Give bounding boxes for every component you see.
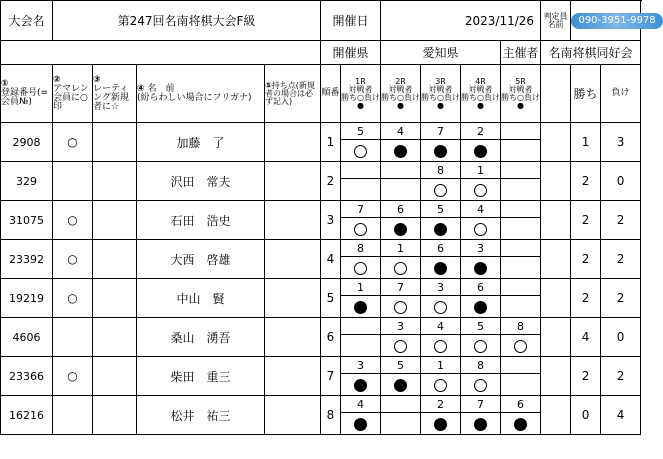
- round4-opponent-cell[interactable]: 2: [461, 123, 501, 140]
- reg-number-cell[interactable]: 4606: [1, 318, 53, 357]
- win-mark-icon: [514, 340, 527, 353]
- rating-new-cell[interactable]: [93, 240, 137, 279]
- round2-opponent-cell[interactable]: 7: [381, 279, 421, 296]
- round3-opponent-cell[interactable]: 8: [421, 162, 461, 179]
- losses-cell[interactable]: 2: [601, 201, 641, 240]
- loss-mark-icon: [434, 262, 447, 275]
- col-blank-header: [541, 65, 571, 123]
- round3-opponent-cell[interactable]: 6: [421, 240, 461, 257]
- col-reg-label: 登録番号(=会員№): [1, 88, 49, 107]
- col-reg-header: [1, 65, 53, 123]
- round2-opponent-cell[interactable]: 6: [381, 201, 421, 218]
- organizer-cell[interactable]: 名南将棋同好会: [541, 41, 641, 65]
- col-amaren-header: [53, 65, 93, 123]
- round2-result-cell[interactable]: [381, 413, 421, 435]
- round1-opponent-cell[interactable]: 3: [341, 357, 381, 374]
- amaren-cell[interactable]: [53, 396, 93, 435]
- amaren-cell[interactable]: ○: [53, 123, 93, 162]
- round1-opponent-cell[interactable]: 8: [341, 240, 381, 257]
- player-row: [1, 240, 641, 257]
- win-mark-icon: [434, 340, 447, 353]
- reg-number-cell[interactable]: 2908: [1, 123, 53, 162]
- contact-cell[interactable]: [571, 1, 656, 41]
- player-name-cell[interactable]: 加藤 了: [137, 123, 265, 162]
- spacer-cell: [541, 318, 571, 357]
- round5-result-cell[interactable]: [501, 140, 541, 162]
- col-round3-header: [421, 65, 461, 123]
- col-rating-num: ③: [93, 74, 101, 85]
- round4-opponent-cell[interactable]: 3: [461, 240, 501, 257]
- round-opponent-label: 対戦者: [348, 84, 373, 94]
- losses-cell[interactable]: 2: [601, 279, 641, 318]
- reg-number-cell[interactable]: 19219: [1, 279, 53, 318]
- date-label: 開催日: [321, 1, 381, 41]
- win-mark-icon: [474, 184, 487, 197]
- player-name-cell[interactable]: 大西 啓雄: [137, 240, 265, 279]
- win-mark-icon: [354, 223, 367, 236]
- col-round4-header: [461, 65, 501, 123]
- points-cell[interactable]: [265, 240, 321, 279]
- round-result-label: 勝ち○負け●: [341, 92, 380, 110]
- round2-opponent-cell[interactable]: [381, 162, 421, 179]
- loss-mark-icon: [394, 145, 407, 158]
- amaren-cell[interactable]: [53, 162, 93, 201]
- points-cell[interactable]: [265, 123, 321, 162]
- loss-mark-icon: [354, 418, 367, 431]
- round2-result-cell[interactable]: [381, 335, 421, 357]
- player-row: [1, 279, 641, 296]
- col-rating-label: レーティング新規者に☆: [93, 83, 129, 112]
- player-row: [1, 123, 641, 140]
- round4-opponent-cell[interactable]: 8: [461, 357, 501, 374]
- round4-result-cell[interactable]: [461, 296, 501, 318]
- win-mark-icon: [474, 340, 487, 353]
- round5-result-cell[interactable]: [501, 179, 541, 201]
- spacer-cell: [541, 279, 571, 318]
- losses-cell[interactable]: 0: [601, 318, 641, 357]
- round1-result-cell[interactable]: [341, 335, 381, 357]
- order-cell: 8: [321, 396, 341, 435]
- rating-new-cell[interactable]: [93, 123, 137, 162]
- round-label: 4R: [475, 76, 486, 86]
- round2-result-cell[interactable]: [381, 374, 421, 396]
- round4-opponent-cell[interactable]: 6: [461, 279, 501, 296]
- round1-opponent-cell[interactable]: [341, 318, 381, 335]
- tournament-name-cell[interactable]: 第247回名南将棋大会F級: [53, 1, 321, 41]
- losses-cell[interactable]: 3: [601, 123, 641, 162]
- losses-cell[interactable]: 4: [601, 396, 641, 435]
- amaren-cell[interactable]: ○: [53, 279, 93, 318]
- round2-opponent-cell[interactable]: 5: [381, 357, 421, 374]
- spacer-cell: [541, 162, 571, 201]
- round3-result-cell[interactable]: [421, 257, 461, 279]
- win-mark-icon: [474, 379, 487, 392]
- round-result-label: 勝ち○負け●: [461, 92, 500, 110]
- round3-opponent-cell[interactable]: 4: [421, 318, 461, 335]
- round5-result-cell[interactable]: [501, 413, 541, 435]
- reg-number-cell[interactable]: 329: [1, 162, 53, 201]
- reg-number-cell[interactable]: 23392: [1, 240, 53, 279]
- round5-opponent-cell[interactable]: [501, 201, 541, 218]
- round1-result-cell[interactable]: [341, 218, 381, 240]
- reg-number-cell[interactable]: 31075: [1, 201, 53, 240]
- player-name-cell[interactable]: 中山 賢: [137, 279, 265, 318]
- round-result-label: 勝ち○負け●: [421, 92, 460, 110]
- round5-opponent-cell[interactable]: [501, 279, 541, 296]
- amaren-cell[interactable]: [53, 318, 93, 357]
- wins-cell[interactable]: 4: [571, 318, 601, 357]
- order-cell: 7: [321, 357, 341, 396]
- col-points-num: ⑤: [265, 80, 272, 90]
- losses-cell[interactable]: 0: [601, 162, 641, 201]
- round4-opponent-cell[interactable]: 1: [461, 162, 501, 179]
- col-points-header: [265, 65, 321, 123]
- round3-opponent-cell[interactable]: 7: [421, 123, 461, 140]
- wins-cell[interactable]: 0: [571, 396, 601, 435]
- tournament-name-label: 大会名: [1, 1, 53, 41]
- loss-mark-icon: [474, 301, 487, 314]
- col-amaren-label: アマレン会員に○印: [53, 83, 89, 112]
- round1-opponent-cell[interactable]: 5: [341, 123, 381, 140]
- amaren-cell[interactable]: ○: [53, 357, 93, 396]
- amaren-cell[interactable]: ○: [53, 201, 93, 240]
- loss-mark-icon: [434, 145, 447, 158]
- col-name-label: 名 前: [147, 83, 175, 94]
- round4-opponent-cell[interactable]: 4: [461, 201, 501, 218]
- organizer-label: 主催者: [501, 41, 541, 65]
- order-cell: 3: [321, 201, 341, 240]
- loss-mark-icon: [474, 418, 487, 431]
- order-cell: 6: [321, 318, 341, 357]
- round3-result-cell[interactable]: [421, 140, 461, 162]
- referee-label: 判定員名前: [541, 1, 571, 41]
- rating-new-cell[interactable]: [93, 396, 137, 435]
- col-round5-header: [501, 65, 541, 123]
- round4-result-cell[interactable]: [461, 335, 501, 357]
- win-mark-icon: [394, 301, 407, 314]
- win-mark-icon: [394, 262, 407, 275]
- rating-new-cell[interactable]: [93, 279, 137, 318]
- round4-opponent-cell[interactable]: 7: [461, 396, 501, 413]
- win-mark-icon: [434, 184, 447, 197]
- wins-cell[interactable]: 2: [571, 162, 601, 201]
- wins-cell[interactable]: 2: [571, 240, 601, 279]
- round1-opponent-cell[interactable]: 4: [341, 396, 381, 413]
- round1-result-cell[interactable]: [341, 179, 381, 201]
- round3-opponent-cell[interactable]: 5: [421, 201, 461, 218]
- round5-opponent-cell[interactable]: [501, 123, 541, 140]
- player-name-cell[interactable]: 桑山 湧吾: [137, 318, 265, 357]
- win-mark-icon: [354, 145, 367, 158]
- player-row: [1, 357, 641, 374]
- wins-cell[interactable]: 2: [571, 357, 601, 396]
- spacer-cell: [541, 396, 571, 435]
- round4-result-cell[interactable]: [461, 218, 501, 240]
- points-cell[interactable]: [265, 396, 321, 435]
- round5-opponent-cell[interactable]: [501, 240, 541, 257]
- loss-mark-icon: [354, 379, 367, 392]
- col-round2-header: [381, 65, 421, 123]
- round1-result-cell[interactable]: [341, 140, 381, 162]
- round5-opponent-cell[interactable]: 6: [501, 396, 541, 413]
- player-row: [1, 201, 641, 218]
- round4-result-cell[interactable]: [461, 140, 501, 162]
- loss-mark-icon: [514, 418, 527, 431]
- col-order-header: 順番: [321, 65, 341, 123]
- reg-number-cell[interactable]: 23366: [1, 357, 53, 396]
- round2-opponent-cell[interactable]: 3: [381, 318, 421, 335]
- rating-new-cell[interactable]: [93, 201, 137, 240]
- wins-cell[interactable]: 1: [571, 123, 601, 162]
- round5-opponent-cell[interactable]: [501, 162, 541, 179]
- order-cell: 2: [321, 162, 341, 201]
- loss-mark-icon: [434, 418, 447, 431]
- round-opponent-label: 対戦者: [508, 84, 533, 94]
- win-mark-icon: [434, 379, 447, 392]
- round2-result-cell[interactable]: [381, 257, 421, 279]
- round1-result-cell[interactable]: [341, 413, 381, 435]
- round4-opponent-cell[interactable]: 5: [461, 318, 501, 335]
- loss-mark-icon: [354, 301, 367, 314]
- points-cell[interactable]: [265, 201, 321, 240]
- round2-opponent-cell[interactable]: 4: [381, 123, 421, 140]
- round3-result-cell[interactable]: [421, 296, 461, 318]
- round3-result-cell[interactable]: [421, 218, 461, 240]
- win-mark-icon: [354, 262, 367, 275]
- round2-result-cell[interactable]: [381, 218, 421, 240]
- col-name-note: (紛らわしい場合にフリガナ): [137, 92, 252, 103]
- loss-mark-icon: [474, 262, 487, 275]
- wins-cell[interactable]: 2: [571, 279, 601, 318]
- amaren-cell[interactable]: ○: [53, 240, 93, 279]
- order-cell: 1: [321, 123, 341, 162]
- order-cell: 4: [321, 240, 341, 279]
- losses-cell[interactable]: 2: [601, 240, 641, 279]
- spacer-cell: [541, 357, 571, 396]
- player-row: [1, 318, 641, 335]
- player-row: [1, 396, 641, 413]
- rating-new-cell[interactable]: [93, 318, 137, 357]
- col-reg-num: ①: [1, 79, 9, 89]
- points-cell[interactable]: [265, 279, 321, 318]
- round-label: 1R: [355, 76, 366, 86]
- round3-result-cell[interactable]: [421, 335, 461, 357]
- points-cell[interactable]: [265, 162, 321, 201]
- round-opponent-label: 対戦者: [428, 84, 453, 94]
- points-cell[interactable]: [265, 357, 321, 396]
- player-name-cell[interactable]: 沢田 常夫: [137, 162, 265, 201]
- round1-result-cell[interactable]: [341, 296, 381, 318]
- masked-contact: 090-3951-9978: [571, 13, 663, 29]
- round3-opponent-cell[interactable]: 1: [421, 357, 461, 374]
- wins-cell[interactable]: 2: [571, 201, 601, 240]
- round3-result-cell[interactable]: [421, 374, 461, 396]
- prefecture-cell[interactable]: 愛知県: [381, 41, 501, 65]
- col-points-label: 持ち点(新規者の場合は必ず記入): [265, 80, 315, 106]
- col-name-header: [137, 65, 265, 123]
- round-label: 3R: [435, 76, 446, 86]
- date-cell[interactable]: 2023/11/26: [381, 1, 541, 41]
- spacer-cell: [541, 240, 571, 279]
- win-mark-icon: [474, 223, 487, 236]
- player-name-cell[interactable]: 松井 祐三: [137, 396, 265, 435]
- round-opponent-label: 対戦者: [388, 84, 413, 94]
- round-label: 2R: [395, 76, 406, 86]
- player-name-cell[interactable]: 柴田 重三: [137, 357, 265, 396]
- loss-mark-icon: [394, 223, 407, 236]
- win-mark-icon: [434, 301, 447, 314]
- blank-header-cell: [1, 41, 321, 65]
- round4-result-cell[interactable]: [461, 179, 501, 201]
- loss-mark-icon: [394, 379, 407, 392]
- col-amaren-num: ②: [53, 74, 61, 85]
- round5-result-cell[interactable]: [501, 218, 541, 240]
- round-opponent-label: 対戦者: [468, 84, 493, 94]
- round5-result-cell[interactable]: [501, 296, 541, 318]
- col-wins-header: 勝ち: [571, 65, 601, 123]
- round3-opponent-cell[interactable]: 3: [421, 279, 461, 296]
- round1-opponent-cell[interactable]: 1: [341, 279, 381, 296]
- prefecture-label: 開催県: [321, 41, 381, 65]
- points-cell[interactable]: [265, 318, 321, 357]
- round1-opponent-cell[interactable]: 7: [341, 201, 381, 218]
- round2-result-cell[interactable]: [381, 296, 421, 318]
- round2-opponent-cell[interactable]: 1: [381, 240, 421, 257]
- round3-result-cell[interactable]: [421, 413, 461, 435]
- round-result-label: 勝ち○負け●: [501, 92, 541, 110]
- round5-opponent-cell[interactable]: 8: [501, 318, 541, 335]
- spacer-cell: [541, 201, 571, 240]
- col-round1-header: [341, 65, 381, 123]
- round5-result-cell[interactable]: [501, 257, 541, 279]
- player-row: [1, 162, 641, 179]
- order-cell: 5: [321, 279, 341, 318]
- loss-mark-icon: [434, 223, 447, 236]
- round1-result-cell[interactable]: [341, 374, 381, 396]
- round2-result-cell[interactable]: [381, 179, 421, 201]
- col-name-num: ④: [137, 83, 145, 94]
- reg-number-cell[interactable]: 16216: [1, 396, 53, 435]
- player-rows: [1, 123, 641, 435]
- col-losses-header: 負け: [601, 65, 641, 123]
- rating-new-cell[interactable]: [93, 357, 137, 396]
- losses-cell[interactable]: 2: [601, 357, 641, 396]
- round4-result-cell[interactable]: [461, 413, 501, 435]
- round5-result-cell[interactable]: [501, 374, 541, 396]
- round2-opponent-cell[interactable]: [381, 396, 421, 413]
- round-label: 5R: [515, 76, 526, 86]
- round4-result-cell[interactable]: [461, 374, 501, 396]
- loss-mark-icon: [474, 145, 487, 158]
- round2-result-cell[interactable]: [381, 140, 421, 162]
- round1-result-cell[interactable]: [341, 257, 381, 279]
- win-mark-icon: [394, 340, 407, 353]
- round3-opponent-cell[interactable]: 2: [421, 396, 461, 413]
- round-result-label: 勝ち○負け●: [381, 92, 420, 110]
- col-rating-header: [93, 65, 137, 123]
- rating-new-cell[interactable]: [93, 162, 137, 201]
- player-name-cell[interactable]: 石田 浩史: [137, 201, 265, 240]
- round4-result-cell[interactable]: [461, 257, 501, 279]
- round1-opponent-cell[interactable]: [341, 162, 381, 179]
- round3-result-cell[interactable]: [421, 179, 461, 201]
- spacer-cell: [541, 123, 571, 162]
- round5-opponent-cell[interactable]: [501, 357, 541, 374]
- round5-result-cell[interactable]: [501, 335, 541, 357]
